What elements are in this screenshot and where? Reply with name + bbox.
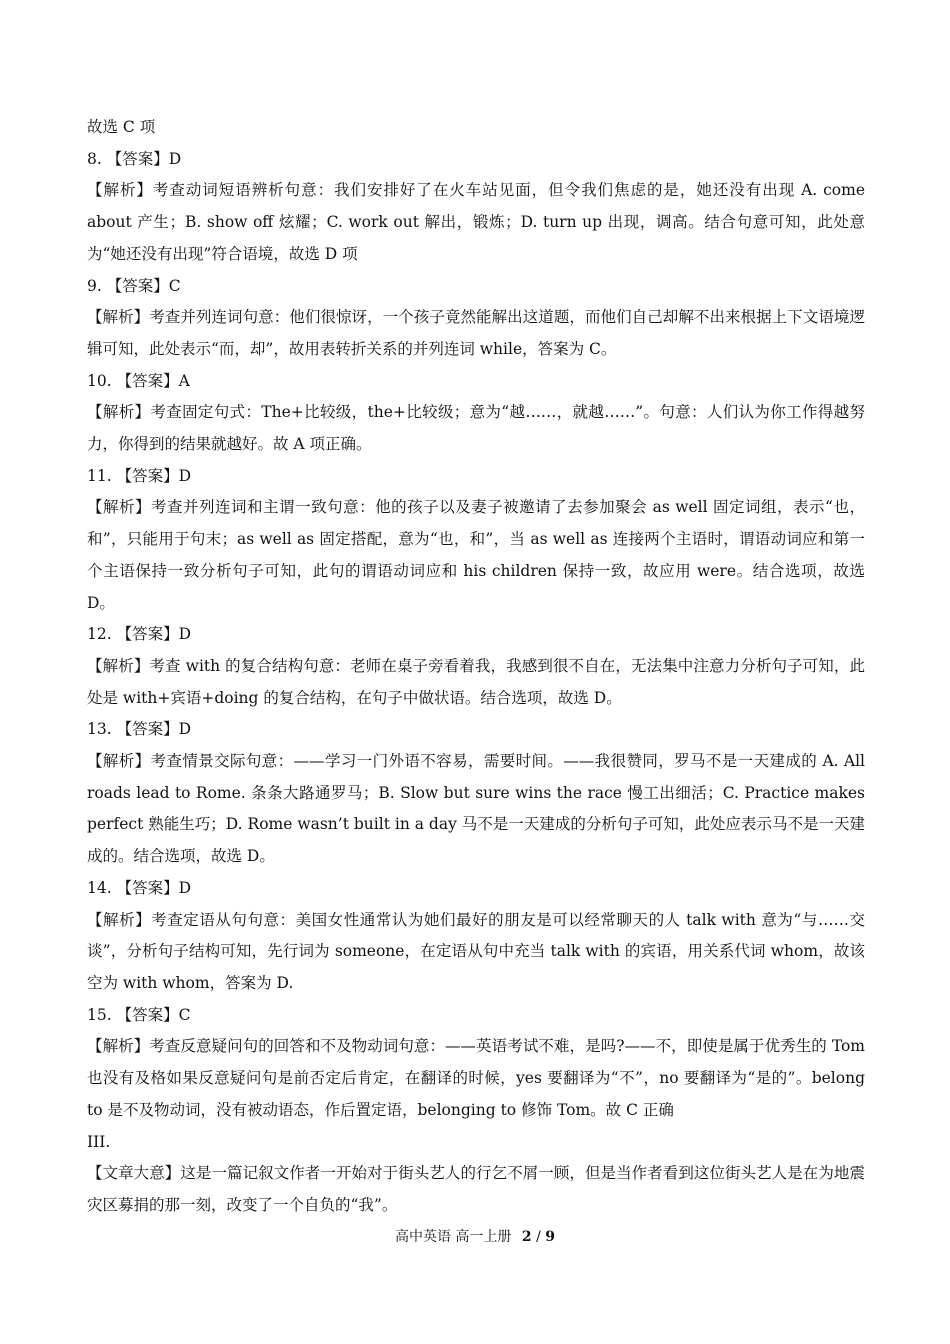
answer-line: 12. 【答案】D: [87, 625, 192, 644]
footer-subject: 高中英语 高一上册: [394, 1229, 512, 1245]
document-body: [87, 112, 865, 1222]
answer-line: 14. 【答案】D: [87, 878, 192, 897]
answer-line: 15. 【答案】C: [87, 1005, 191, 1024]
explanation-paragraph: 【解析】考查固定句式：The+比较级，the+比较级；意为“越……，就越……”。句意：人们认为你工作得越努力，你得到的结果就越好。故 A 项正确。: [87, 403, 865, 454]
answer-line: 8. 【答案】D: [87, 149, 182, 168]
answer-line: 11. 【答案】D: [87, 466, 192, 485]
summary-paragraph: 【文章大意】这是一篇记叙文作者一开始对于街头艺人的行乞不屑一顾，但是当作者看到这位街头艺人是在为地震灾区募捐的那一刻，改变了一个自负的“我”。: [87, 1164, 865, 1214]
explanation-paragraph: 【解析】考查并列连词和主谓一致句意：他的孩子以及妻子被邀请了去参加聚会 as well 固定词组，表示“也，和”，只能用于句末；as well as 固定搭配，意为“也，和”，当 as well as 连接两个主语时，谓语动词应和第一个主语保持一致分析句子可知，此句的谓语动词应和 his children 保持一致，故应用 were。结合选项，故选 D。: [87, 498, 865, 612]
explanation-paragraph: 【解析】考查情景交际句意：——学习一门外语不容易，需要时间。——我很赞同，罗马不是一天建成的 A. All roads lead to Rome. 条条大路通罗马；B. Slow but sure wins the race 慢工出细活；C. Practice makes perfect 熟能生巧；D. Rome wasn’t built in a day 马不是一天建成的分析句子可知，此处应表示马不是一天建成的。结合选项，故选 D。: [87, 752, 865, 866]
explanation-paragraph: 【解析】考查定语从句句意：美国女性通常认为她们最好的朋友是可以经常聊天的人 talk with 意为“与……交谈”，分析句子结构可知，先行词为 someone，在定语从句中充当 talk with 的宾语，用关系代词 whom，故该空为 with whom，答案为 D.: [87, 910, 865, 992]
explanation-paragraph: 【解析】考查 with 的复合结构句意：老师在桌子旁看着我，我感到很不自在，无法集中注意力分析句子可知，此处是 with+宾语+doing 的复合结构，在句子中做状语。结合选项，故选 D。: [87, 656, 865, 707]
answer-line: 9. 【答案】C: [87, 276, 181, 295]
explanation-paragraph: 【解析】考查并列连词句意：他们很惊讶，一个孩子竟然能解出这道题，而他们自己却解不出来根据上下文语境逻辑可知，此处表示“而，却”，故用表转折关系的并列连词 while，答案为 C。: [87, 308, 865, 358]
text-line: 故选 C 项: [87, 118, 156, 136]
answer-line: 13. 【答案】D: [87, 720, 192, 739]
page-number-separator: /: [531, 1229, 546, 1245]
answer-line: 10. 【答案】A: [87, 371, 190, 390]
page-footer: [0, 1226, 950, 1246]
explanation-paragraph: 【解析】考查反意疑问句的回答和不及物动词句意：——英语考试不难，是吗?——不，即使是属于优秀生的 Tom 也没有及格如果反意疑问句是前否定后肯定，在翻译的时候，yes 要翻译为“不”，no 要翻译为“是的”。belong to 是不及物动词，没有被动语态，作后置定语，belonging to 修饰 Tom。故 C 正确: [87, 1037, 865, 1119]
explanation-paragraph: 【解析】考查动词短语辨析句意：我们安排好了在火车站见面，但令我们焦虑的是，她还没有出现 A. come about 产生；B. show off 炫耀；C. work out 解出，锻炼；D. turn up 出现，调高。结合句意可知，此处意为“她还没有出现”符合语境，故选 D 项: [87, 181, 865, 263]
page-number-current: 2: [521, 1229, 532, 1245]
page-number-total: 9: [545, 1229, 556, 1245]
section-heading: III.: [87, 1132, 111, 1151]
